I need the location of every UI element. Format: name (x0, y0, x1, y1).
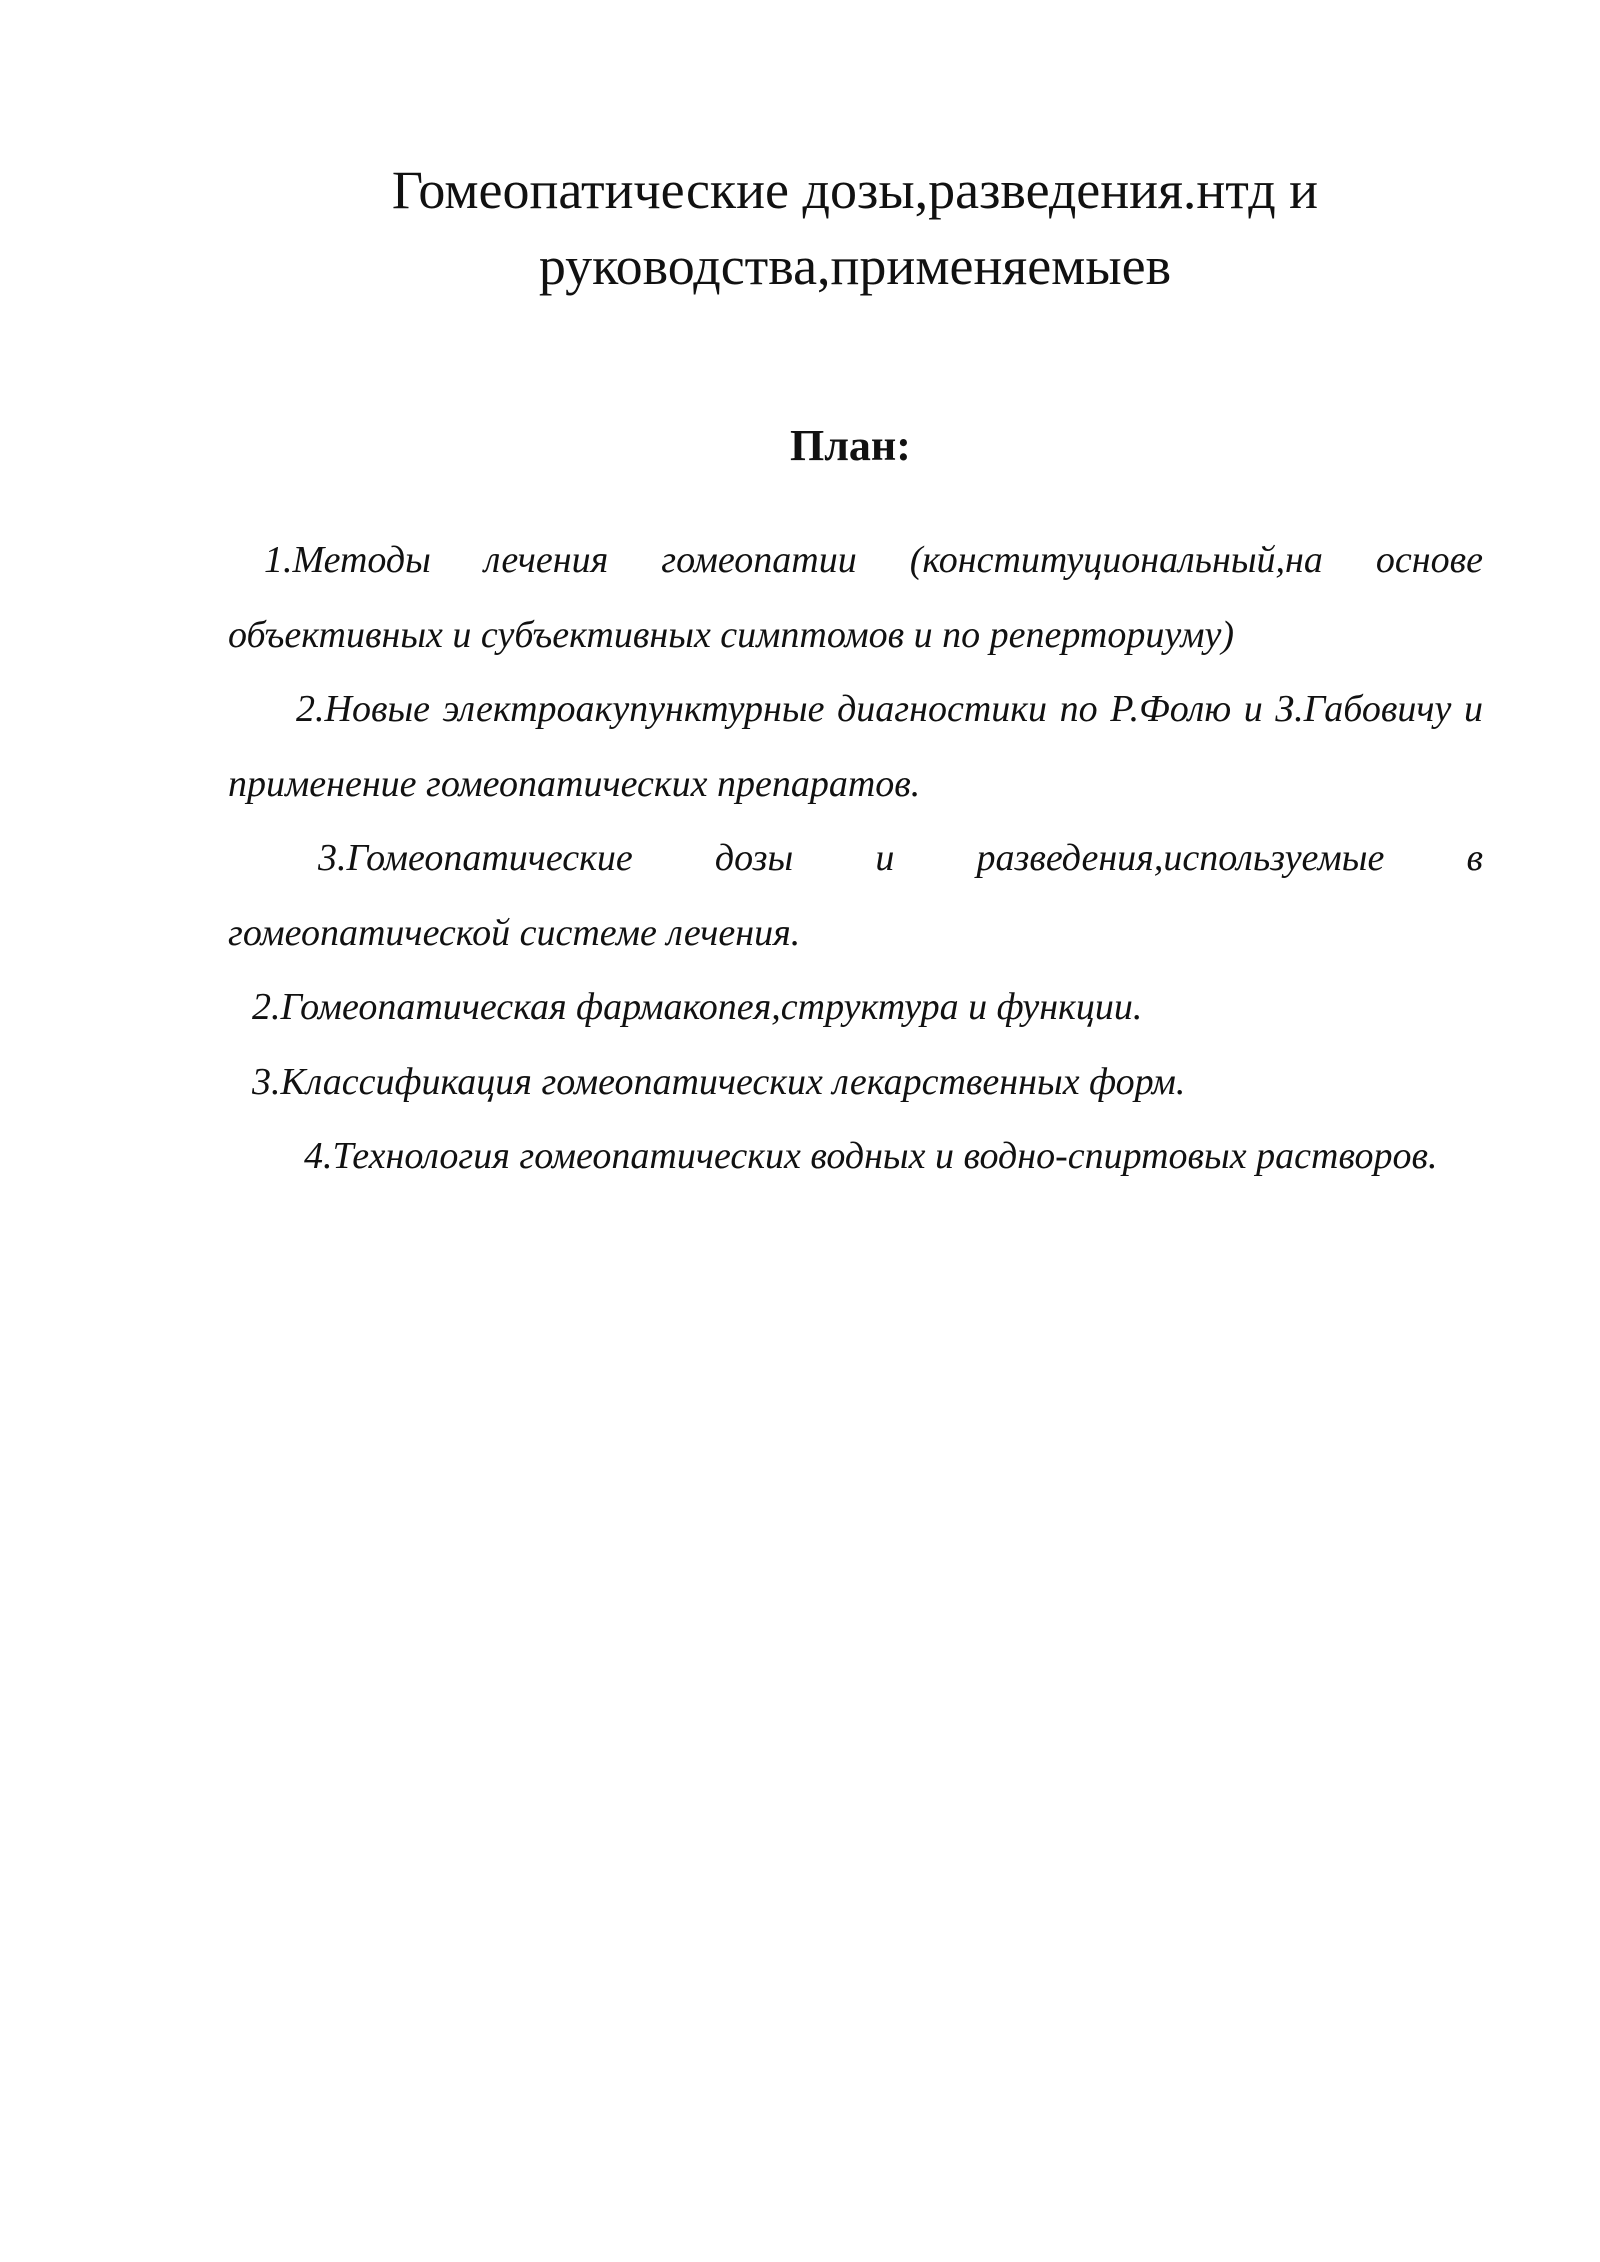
plan-item: 1.Методы лечения гомеопатии (конституциональный,на основе объективных и субъективных симптомов и по реперториуму) (228, 539, 1483, 656)
plan-list (228, 523, 1483, 1194)
plan-item: 2.Гомеопатическая фармакопея,структура и функции. (252, 986, 1143, 1028)
plan-item: 3.Классификация гомеопатических лекарственных форм. (252, 1060, 1186, 1103)
plan-item: 4.Технология гомеопатических водных и водно-спиртовых растворов. (304, 1135, 1438, 1177)
document-title: Гомеопатические дозы,разведения.нтд и руководства,применяемыев (391, 160, 1319, 296)
plan-heading: План: (790, 421, 911, 470)
plan-item: 2.Новые электроакупунктурные диагностики по Р.Фолю и З.Габовичу и применение гомеопатических препаратов. (228, 688, 1483, 805)
plan-item: 3.Гомеопатические дозы и разведения,используемые в гомеопатической системе лечения. (228, 837, 1483, 954)
